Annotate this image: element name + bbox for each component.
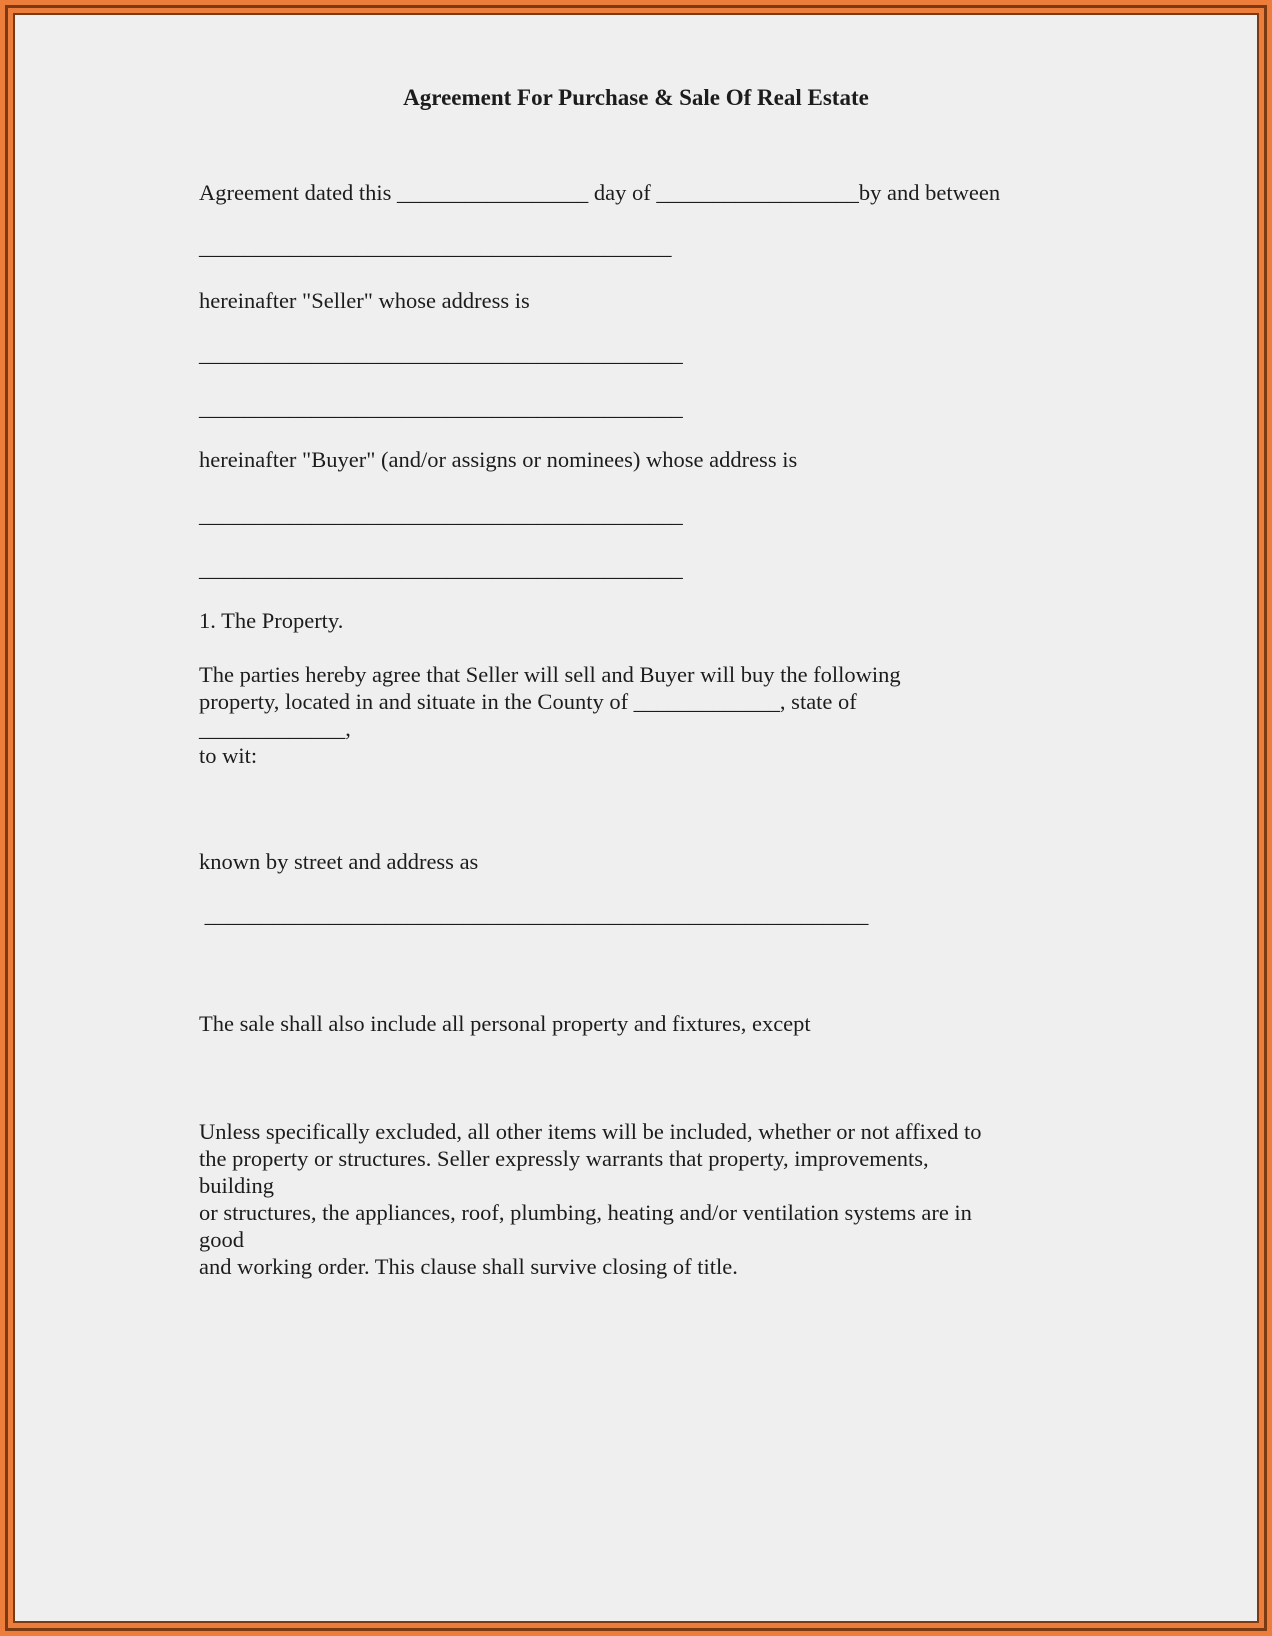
street-address-blank: ___________________________________________________________ [199, 902, 869, 927]
property-paragraph-line-1: The parties hereby agree that Seller will sell and Buyer will buy the following [199, 662, 901, 687]
section-heading-property: 1. The Property. [199, 608, 344, 633]
buyer-address-blank-2: ___________________________________________ [199, 556, 683, 581]
warranty-paragraph-line-5: good [199, 1227, 244, 1252]
document-body [15, 15, 1257, 1621]
warranty-paragraph-line-3: building [199, 1173, 275, 1198]
buyer-address-blank-1: ___________________________________________ [199, 502, 683, 527]
document-title: Agreement For Purchase & Sale Of Real Estate [403, 85, 869, 110]
warranty-paragraph-line-6: and working order. This clause shall survive closing of title. [199, 1254, 738, 1279]
known-by-address-label: known by street and address as [199, 849, 479, 874]
warranty-paragraph-line-2: the property or structures. Seller expressly warrants that property, improvements, [199, 1146, 929, 1171]
buyer-address-label: hereinafter "Buyer" (and/or assigns or nominees) whose address is [199, 447, 798, 472]
agreement-dated-line: Agreement dated this _________________ day of __________________by and between [199, 180, 1001, 205]
warranty-paragraph-line-1: Unless specifically excluded, all other items will be included, whether or not affixed to [199, 1119, 982, 1144]
property-paragraph-line-4: to wit: [199, 743, 258, 768]
property-paragraph-line-3: _____________, [199, 716, 351, 741]
seller-address-blank-2: ___________________________________________ [199, 395, 683, 420]
warranty-paragraph-line-4: or structures, the appliances, roof, plumbing, heating and/or ventilation systems are in [199, 1200, 972, 1225]
document-paper [15, 15, 1257, 1621]
sale-includes-text: The sale shall also include all personal property and fixtures, except [199, 1011, 811, 1036]
property-paragraph-line-2: property, located in and situate in the County of _____________, state of [199, 689, 857, 714]
party-blank-line: __________________________________________ [199, 234, 672, 259]
seller-address-blank-1: ___________________________________________ [199, 341, 683, 366]
seller-address-label: hereinafter "Seller" whose address is [199, 288, 530, 313]
